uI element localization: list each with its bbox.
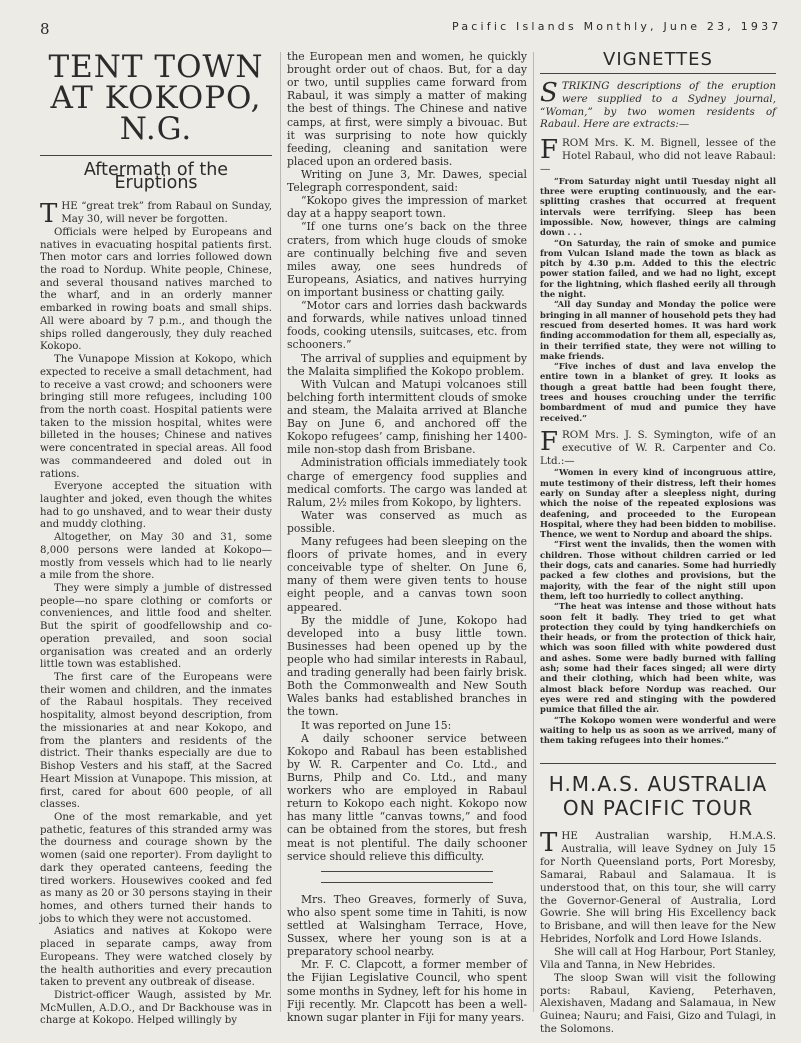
article-paragraph: The first care of the Europeans were their women and children, and the inmates of the Rabaul hospitals. They received hospitality, almost beyond description, from the missionaries at and near Kokopo, and from the planters and residents of the district. Their thanks especially are due to Bishop Vesters and his staff, at the Sacred Heart Mission at Vunapope. This mission, at first, cared for about 600 people, of all classes. [40,672,272,811]
article-paragraph: She will call at Hog Harbour, Port Stanley, Vila and Tanna, in New Hebrides. [540,946,776,971]
letter-paragraph: “First went the invalids, then the women with children. Those without children carried or led their dogs, cats and canaries. Some had hurriedly packed a few clothes and provisions, but the majority, with the fear of the night still upon them, left too hurriedly to collect anything. [540,539,776,601]
column-divider [280,52,281,1012]
letter-intro: FROM Mrs. J. S. Symington, wife of an executive of W. R. Carpenter and Co. Ltd.:— [540,426,776,467]
article-paragraph: Writing on June 3, Mr. Dawes, special Telegraph correspondent, said: [287,167,527,195]
section-rule [321,882,493,883]
article-paragraph: “If one turns one’s back on the three craters, from which huge clouds of smoke are continually belching five and seven miles away, one sees hundreds of Europeans, Asiatics, and natives hurrying on important business or chatting gaily. [287,220,527,299]
letter-paragraph: “Five inches of dust and lava envelop the entire town in a blanket of grey. It looks as though a great battle had been fought there, trees and houses crouching under the terrific bombardment of mud and pumice they have received.” [540,361,776,423]
letter-paragraph: “All day Sunday and Monday the police were bringing in all manner of household pets they had rescued from deserted homes. It was hard work finding accommodation for them all, especially as, in their terrified state, they were not willing to make friends. [540,299,776,361]
article-paragraph: Officials were helped by Europeans and natives in evacuating hospital patients first. Then motor cars and lorries followed down the road to Nordup. White people, Chinese, and several thousand natives marched to the wharf, and in an orderly manner embarked in rowing boats and small ships. All were aboard by 7 p.m., and though the ships rolled dangerously, they duly reached Kokopo. [40,226,272,353]
article-paragraph: District-officer Waugh, assisted by Mr. McMullen, A.D.O., and Dr Backhouse was in charge at Kokopo. Helped willingly by [40,990,272,1027]
vignettes-intro: STRIKING descriptions of the eruption were supplied to a Sydney journal, “Woman,” by two women residents of Rabaul. Here are extracts:— [540,77,776,131]
running-title: Pacific Islands Monthly, June 23, 1937 [452,20,782,33]
drop-cap: T [40,199,58,230]
main-article-column-2 [287,50,527,1024]
article-paragraph: One of the most remarkable, and yet pathetic, features of this stranded army was the dourness and courage shown by the women (said one reporter). From daylight to dark they operated canteens, feeding the tired workers. Housewives cooked and fed as many as 20 or 30 persons staying in their homes, and others turned their hands to jobs to which they were not accustomed. [40,811,272,925]
main-headline: TENT TOWN AT KOKOPO, N.G. [48,49,264,147]
main-subheading: Aftermath of the Eruptions [40,155,272,189]
article-paragraph: The Vunapope Mission at Kokopo, which expected to receive a small detachment, had to receive a vast crowd; and schooners were bringing still more refugees, including 100 from the north coast. Hospital patients were taken to the mission hospital, whites were billeted in the houses; Chinese and natives were concentrated in special areas. All food was commandeered and doled out in rations. [40,354,272,480]
letter-paragraph: “The heat was intense and those without hats soon felt it badly. They tried to get what protection they could by tying handkerchiefs on their heads, or from the protection of thick hair, which was soon filled with white powdered dust and ashes. Some were badly burned with falling ash; some had their faces singed; all were dirty and their clothing, which had been white, was almost black before Nordup was reached. Our eyes were red and stinging with the powdered pumice that filled the air. [540,601,776,715]
personal-note: Mr. F. C. Clapcott, a former member of the Fijian Legislative Council, who spent some months in Sydney, left for his home in Fiji recently. Mr. Clapcott has been a well-known sugar planter in Fiji for many years. [287,958,527,1024]
article-paragraph: THE “great trek” from Rabaul on Sunday, May 30, will never be forgotten. [40,199,272,230]
column-divider [533,52,534,1012]
article-paragraph: Many refugees had been sleeping on the floors of private homes, and in every conceivable type of shelter. On June 6, many of them were given tents to house eight people, and a canvas town soon appeared. [287,535,527,614]
article-paragraph: A daily schooner service between Kokopo and Rabaul has been established by W. R. Carpenter and Co. Ltd., and Burns, Philp and Co. Ltd., and many workers who are employed in Rabaul return to Kokopo each night. Kokopo now has many little “canvas towns,” and food can be obtained from the stores, but fresh meat is not plentiful. The daily schooner service should relieve this difficulty. [287,731,527,863]
article-paragraph: THE Australian warship, H.M.A.S. Australia, will leave Sydney on July 15 for North Queensland ports, Port Moresby, Samarai, Rabaul and Salamaua. It is understood that, on this tour, she will carry the Governor-General of Australia, Lord Gowrie. She will bring His Excellency back to Brisbane, and will then leave for the New Hebrides, Norfolk and Lord Howe Islands. [540,828,776,946]
letter-paragraph: “Women in every kind of incongruous attire, mute testimony of their distress, left their homes early on Sunday after a sleepless night, during which the noise of the repeated explosions was deafening, and proceeded to the European Hospital, where they had been bidden to mobilise. Thence, we went to Nordup and aboard the ships. [540,467,776,540]
article-paragraph: By the middle of June, Kokopo had developed into a busy little town. Businesses had been opened up by the people who had similar interests in Rabaul, and trading generally had been fairly brisk. Both the Commonwealth and New South Wales banks had established branches in the town. [287,613,527,719]
drop-cap: T [540,828,558,859]
article-paragraph: Altogether, on May 30 and 31, some 8,000 persons were landed at Kokopo—mostly from vessels which had to lie nearly a mile from the shore. [40,532,272,582]
letter-intro: FROM Mrs. K. M. Bignell, lessee of the Hotel Rabaul, who did not leave Rabaul:— [540,135,776,175]
article-paragraph: Water was conserved as much as possible. [287,508,527,535]
article-paragraph: the European men and women, he quickly brought order out of chaos. But, for a day or two, until supplies came forward from Rabaul, it was simply a matter of making the best of things. The Chinese and native camps, at first, were simply a bivouac. But it was surprising to note how quickly feeding, cleaning and sanitation were placed upon an ordered basis. [287,50,527,168]
article-paragraph: Asiatics and natives at Kokopo were placed in separate camps, away from Europeans. They were watched closely by the health authorities and every precaution taken to prevent any outbreak of disease. [40,926,272,989]
vignettes-column [540,49,776,1036]
letter-paragraph: “On Saturday, the rain of smoke and pumice from Vulcan Island made the town as black as pitch by 4.30 p.m. Added to this the electric power station failed, and we had no light, except for the lightning, which flashed eerily all through the night. [540,237,776,300]
letter-paragraph: “The Kokopo women were wonderful and were waiting to help us as soon as we arrived, many of them taking refugees into their homes.” [540,714,776,746]
letter-paragraph: “From Saturday night until Tuesday night all three were erupting continuously, and the ear-splitting crashes that occurred at frequent intervals were terrifying. Sleep has been impossible. Now, however, things are calming down . . . [540,175,776,238]
hmas-headline: H.M.A.S. AUSTRALIA ON PACIFIC TOUR [540,763,776,820]
drop-cap: F [540,426,559,457]
article-paragraph: The arrival of supplies and equipment by the Malaita simplified the Kokopo problem. [287,351,527,378]
personal-note: Mrs. Theo Greaves, formerly of Suva, who also spent some time in Tahiti, is now settled at Walsingham Terrace, Hove, Sussex, where her young son is at a preparatory school nearby. [287,892,527,959]
article-paragraph: With Vulcan and Matupi volcanoes still belching forth intermittent clouds of smoke and steam, the Malaita arrived at Blanche Bay on June 6, and anchored off the Kokopo refugees’ camp, finishing her 1400-mile non-stop dash from Brisbane. [287,377,527,457]
page-number: 8 [40,20,50,38]
drop-cap: S [540,77,558,108]
main-article-column-1 [40,49,272,1028]
article-paragraph: Everyone accepted the situation with laughter and joked, even though the whites had to go unshaved, and to wear their dusty and muddy clothing. [40,481,272,531]
drop-cap: F [540,135,559,166]
section-rule [321,871,493,872]
article-paragraph: “Kokopo gives the impression of market day at a happy seaport town. [287,194,527,221]
article-paragraph: The sloop Swan will visit the following ports: Rabaul, Kavieng, Peterhaven, Alexishaven, Madang and Salamaua, in New Guinea; Nauru; and Faisi, Gizo and Tulagi, in the Solomons. [540,971,776,1036]
article-paragraph: It was reported on June 15: [301,718,452,732]
article-paragraph: Administration officials immediately took charge of emergency food supplies and medical comforts. The cargo was landed at Ralum, 2½ miles from Kokopo, by lighters. [287,456,527,509]
vignettes-heading: VIGNETTES [540,54,776,74]
article-paragraph: They were simply a jumble of distressed people—no spare clothing or comforts or conveniences, and little food and shelter. But the spirit of goodfellowship and co-operation prevailed, and soon social organisation was created and an orderly little town was established. [40,583,272,671]
article-paragraph: “Motor cars and lorries dash backwards and forwards, while natives unload tinned foods, cooking utensils, suitcases, etc. from schooners.” [287,299,527,352]
